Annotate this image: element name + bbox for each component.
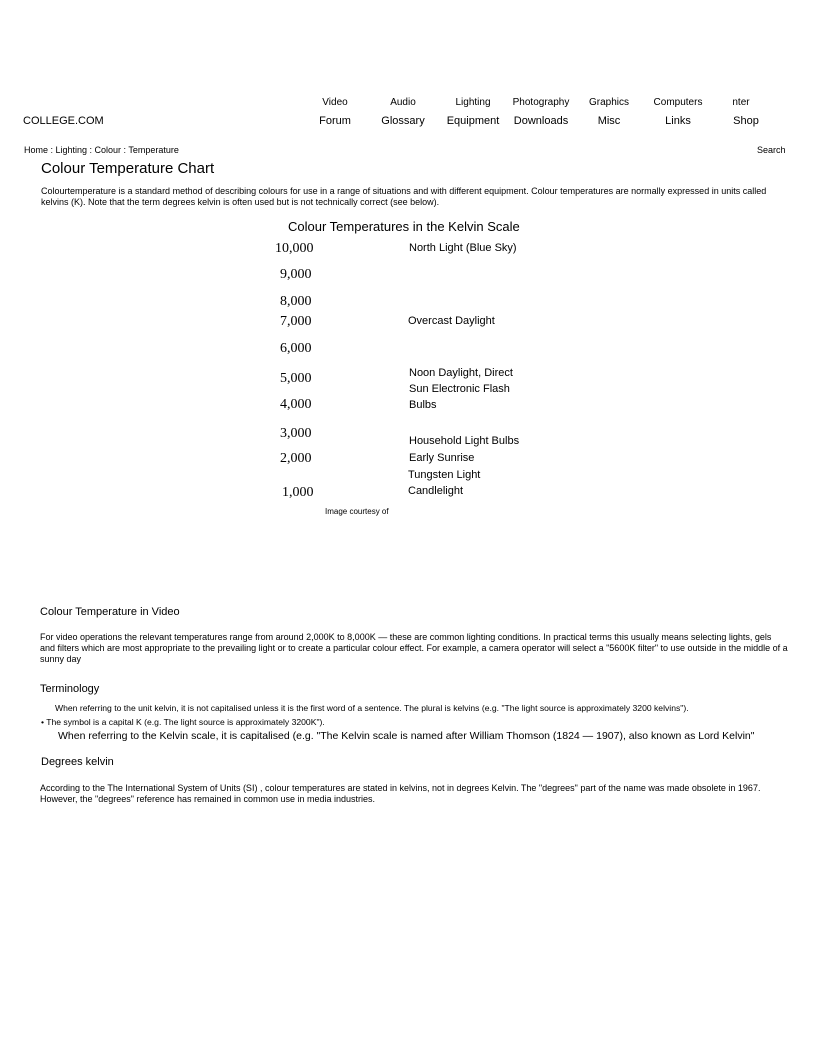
scale-value-9000: 9,000 <box>280 267 312 282</box>
image-credit: Image courtesy of <box>325 507 389 516</box>
scale-value-3000: 3,000 <box>280 426 312 441</box>
nav-lighting[interactable]: Lighting <box>455 97 491 108</box>
nav-misc[interactable]: Misc <box>597 115 621 127</box>
nav-graphics[interactable]: Graphics <box>588 97 629 108</box>
degrees-paragraph: According to the The International System of Units (SI) , colour temperatures are stated in kelvins, not in degrees Kelvin. The "degrees" part of the name was made obsolete in 1967. However, the "degrees" reference has remained in common use in media industries. <box>40 783 761 804</box>
scale-value-10000: 10,000 <box>275 241 314 256</box>
terminology-item-kelvin-scale: When referring to the Kelvin scale, it is capitalised (e.g. "The Kelvin scale is named after William Thomson (1824 — 1907), also known as Lord Kelvin" <box>58 730 755 742</box>
video-heading: Colour Temperature in Video <box>40 606 180 618</box>
scale-value-8000: 8,000 <box>280 294 312 309</box>
chart-title: Colour Temperatures in the Kelvin Scale <box>288 219 520 234</box>
nav-glossary[interactable]: Glossary <box>381 115 425 127</box>
nav-photography[interactable]: Photography <box>512 97 570 108</box>
scale-value-5000: 5,000 <box>280 371 312 386</box>
page-title: Colour Temperature Chart <box>41 160 215 177</box>
nav-equipment[interactable]: Equipment <box>446 115 500 127</box>
nav-audio[interactable]: Audio <box>390 97 416 108</box>
video-paragraph: For video operations the relevant temperatures range from around 2,000K to 8,000K — these are common lighting conditions. In practical terms this usually means selecting lights, gels and filters which are most appropriate to the prevailing light or to create a particular colour effect. For example, a camera operator will select a "5600K filter" to use outside in the middle of a sunny day <box>40 632 788 664</box>
nav-shop[interactable]: Shop <box>733 115 759 127</box>
terminology-item-kelvin-unit: When referring to the unit kelvin, it is not capitalised unless it is the first word of a sentence. The plural is kelvins (e.g. "The light source is approximately 3200 kelvins"). <box>55 703 689 713</box>
source-candlelight: Candlelight <box>408 485 464 497</box>
source-noon-daylight: Noon Daylight, Direct <box>409 367 513 379</box>
scale-value-1000: 1,000 <box>282 485 314 500</box>
terminology-item-symbol: • The symbol is a capital K (e.g. The light source is approximately 3200K"). <box>41 717 325 727</box>
source-bulbs: Bulbs <box>409 399 437 411</box>
degrees-heading: Degrees kelvin <box>41 756 114 768</box>
scale-value-7000: 7,000 <box>280 314 312 329</box>
source-household-bulbs: Household Light Bulbs <box>409 435 520 447</box>
brand-logo[interactable]: COLLEGE.COM <box>23 115 104 127</box>
nav-center[interactable]: nter <box>732 97 750 108</box>
scale-value-4000: 4,000 <box>280 397 312 412</box>
source-early-sunrise: Early Sunrise <box>409 452 475 464</box>
nav-downloads[interactable]: Downloads <box>513 115 569 127</box>
source-electronic-flash: Sun Electronic Flash <box>409 383 510 395</box>
breadcrumb[interactable]: Home : Lighting : Colour : Temperature <box>24 145 179 155</box>
nav-links[interactable]: Links <box>665 115 691 127</box>
source-north-light: North Light (Blue Sky) <box>409 242 517 254</box>
source-tungsten-light: Tungsten Light <box>408 469 481 481</box>
scale-value-2000: 2,000 <box>280 451 312 466</box>
nav-video[interactable]: Video <box>322 97 348 108</box>
scale-value-6000: 6,000 <box>280 341 312 356</box>
nav-forum[interactable]: Forum <box>319 115 351 127</box>
terminology-heading: Terminology <box>40 683 100 695</box>
source-overcast-daylight: Overcast Daylight <box>408 315 495 327</box>
nav-computers[interactable]: Computers <box>653 97 703 108</box>
search-link[interactable]: Search <box>757 145 786 155</box>
intro-paragraph: Colourtemperature is a standard method of describing colours for use in a range of situations and with different equipment. Colour temperatures are normally expressed in units called kelvins (K). Note that the term degrees kelvin is often used but is not technically correct (see below). <box>41 186 767 207</box>
